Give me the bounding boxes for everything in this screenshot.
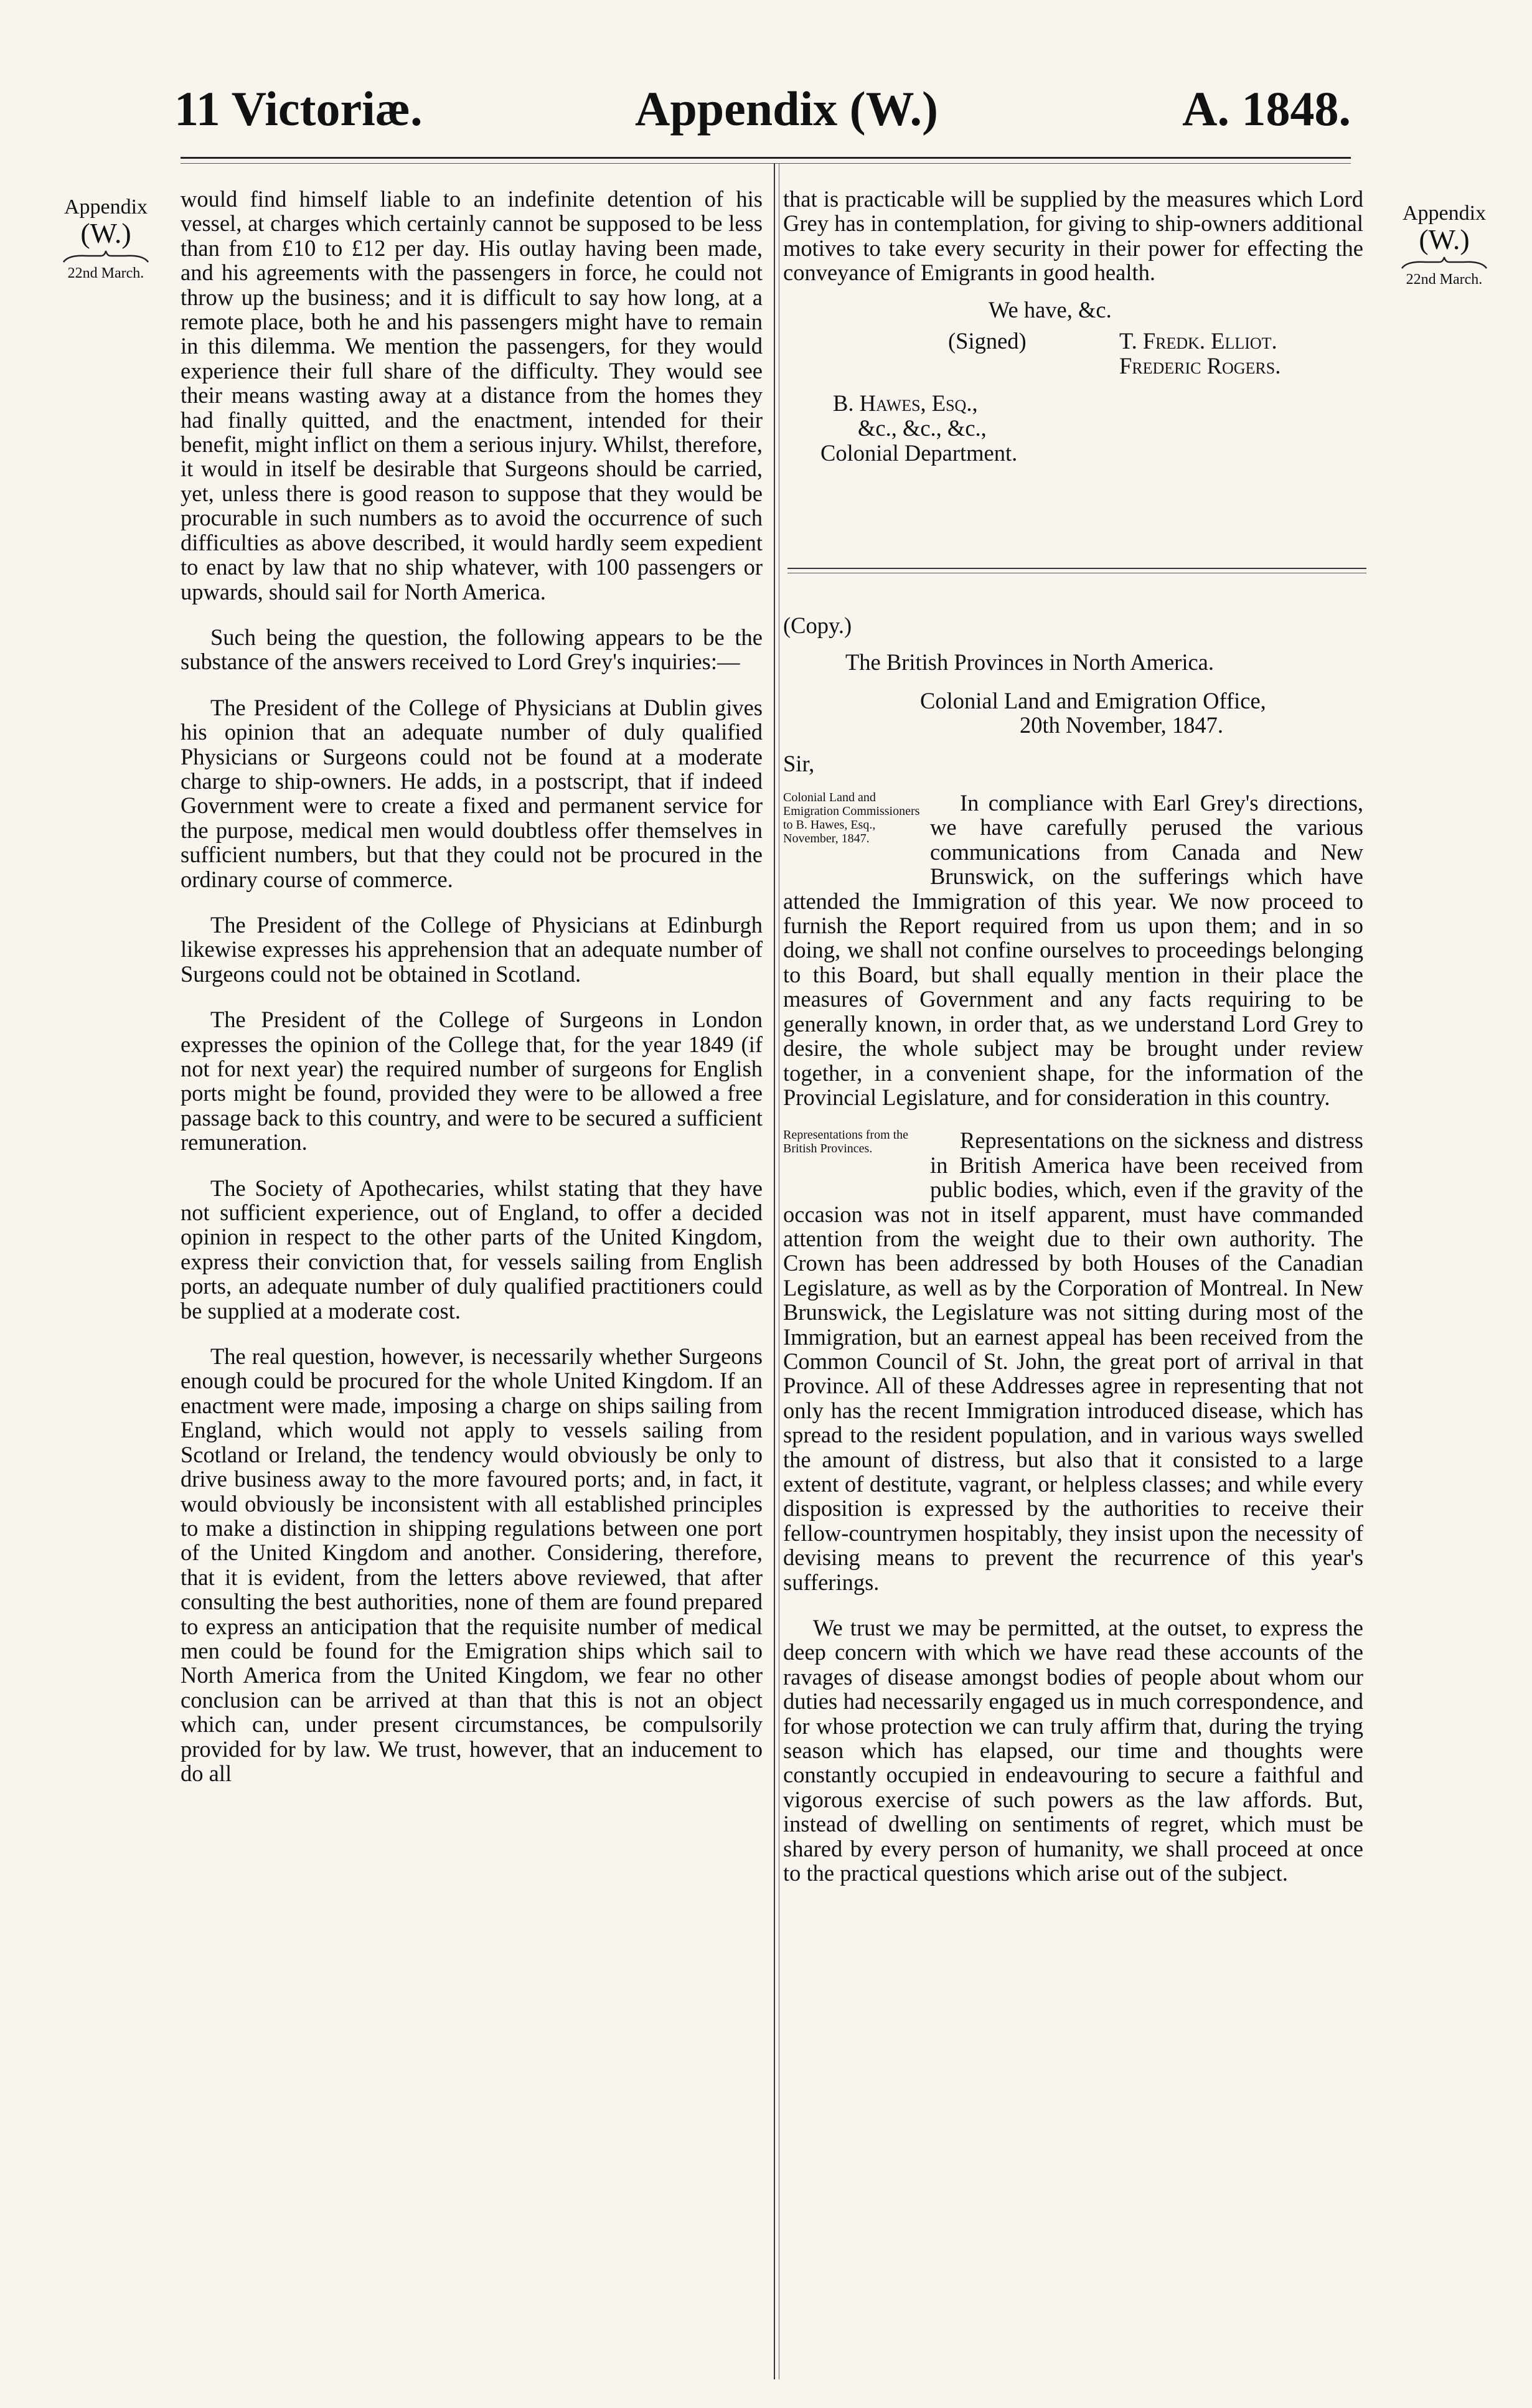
header-session: 11 Victoriæ.: [174, 82, 423, 136]
brace-icon: [62, 250, 149, 265]
signed-label: (Signed): [948, 327, 1027, 354]
letter-date: 20th November, 1847.: [1020, 712, 1223, 738]
section-rule: [787, 568, 1366, 569]
header-appendix: Appendix (W.): [635, 82, 938, 136]
paragraph: In compliance with Earl Grey's directions, we have carefully perused the various communications from Canada and New Brunswick, on the sufferings which have attended the Immigration of this year. We now proceed to furnish the Report required from us upon them; and in so doing, we shall not confine ourselves to proceedings belonging to this Board, but shall equally mention in their place the measures of Government and any facts requiring to be generally known, in order that, as we understand Lord Grey to desire, the whole subject may be brought under review together, in a convenient shape, for the information of the Provincial Legislature, and for consideration in this country.: [783, 790, 1363, 1110]
margin-appendix-letter: (W.): [1419, 223, 1470, 255]
paragraph: We trust we may be permitted, at the outset, to express the deep concern with which we have read these accounts of the ravages of disease amongst bodies of people about whom our duties had necessarily engaged us in much correspondence, and for whose protection we can truly affirm that, during the trying season which has elapsed, our time and thoughts were constantly occupied in endeavouring to secure a faithful and vigorous exercise of such powers as the law affords. But, instead of dwelling on sentiments of regret, which must be shared by every person of humanity, we shall proceed at once to the practical questions which arise out of the subject.: [783, 1615, 1363, 1886]
paragraph: The Society of Apothecaries, whilst stating that they have not sufficient experience, out of England, to offer a decided opinion in respect to the other parts of the United Kingdom, express their conviction that, for vessels sailing from English ports, an adequate number of duly qualified practitioners could be supplied at a moderate cost.: [181, 1175, 763, 1324]
paragraph: Representations on the sickness and distress in British America have been received from public bodies, which, even if the gravity of the occasion was not in itself apparent, must have commanded attention from the weight due to their own authority. The Crown has been addressed by both Houses of the Canadian Legislature, as well as by the Corporation of Montreal. In New Brunswick, the Legislature was not sitting during most of the Immigration, but an earnest appeal has been received from the Common Council of St. John, the great port of arrival in that Province. All of these Addresses agree in representing that not only has the recent Immigration introduced disease, which has spread to the resident population, and in various ways swelled the amount of distress, but also that it consisted to a large extent of destitute, vagrant, or helpless classes; and while every disposition is expressed by the authorities to receive their fellow-countrymen hospitably, they insist upon the necessity of devising means to prevent the recurrence of this year's sufferings.: [783, 1127, 1363, 1595]
paragraph: would find himself liable to an indefinite detention of his vessel, at charges which certainly cannot be supposed to be less than from £10 to £12 per day. His outlay having been made, and his agreements with the passengers in force, he could not throw up the business; and it is difficult to say how long, at a remote place, both he and his passengers might have to remain in this dilemma. We mention the passengers, for they would experience their full share of the difficulty. They would see their means wasting away at a distance from the homes they had finally quitted, and the enactment, intended for their benefit, might inflict on them a serious injury. Whilst, therefore, it would in itself be desirable that Surgeons should be carried, yet, unless there is good reason to suppose that they would be procurable in such numbers as to avoid the occurrence of such difficulties as above described, it would hardly seem expedient to enact by law that no ship whatever, with 100 passengers or upwards, should sail for North America.: [181, 186, 763, 604]
margin-date: 22nd March.: [1406, 271, 1483, 288]
right-column: [783, 187, 1363, 466]
paragraph: The President of the College of Physicians at Dublin gives his opinion that an adequate number of duly qualified Physicians or Surgeons could not be found at a moderate charge to ship-owners. He adds, in a postscript, that if indeed Government were to create a fixed and permanent service for the purpose, medical men would doubtless offer themselves in sufficient numbers, but that they could not be procured in the ordinary course of commerce.: [181, 694, 763, 892]
header-rule-thin: [181, 163, 1351, 164]
margin-appendix-letter: (W.): [80, 217, 131, 249]
side-note: Colonial Land and Emigration Commissioners to B. Hawes, Esq., November, 1847.: [783, 791, 920, 846]
margin-appendix-label: Appendix: [63, 195, 148, 219]
paragraph: The President of the College of Physicians at Edinburgh likewise expresses his apprehension that an adequate number of Surgeons could not be obtained in Scotland.: [181, 911, 763, 987]
copy-label: (Copy.): [783, 613, 852, 638]
letter-office: Colonial Land and Emigration Office,: [920, 687, 1266, 713]
right-column-letter: [783, 613, 1363, 1886]
margin-date: 22nd March.: [67, 265, 144, 281]
margin-note-right: [1376, 202, 1513, 288]
brace-icon: [1401, 256, 1488, 271]
closing: We have, &c.: [989, 296, 1112, 322]
addressee: B. Hawes, Esq.,: [833, 390, 978, 416]
signatory-1: T. Fredk. Elliot.: [1119, 327, 1277, 354]
letter-subject: The British Provinces in North America.: [845, 649, 1215, 675]
signature-block: [783, 298, 1363, 466]
paragraph: The real question, however, is necessarily whether Surgeons enough could be procured for the whole United Kingdom. If an enactment were made, imposing a charge on ships sailing from England, which would not apply to vessels sailing from Scotland or Ireland, the tendency would obviously be only to drive business away to the more favoured ports; and, in fact, it would obviously be inconsistent with all established principles to make a distinction in shipping regulations between one port of the United Kingdom and another. Considering, therefore, that it is evident, from the letters above reviewed, that after consulting the best authorities, none of them are found prepared to express an anticipation that the requisite number of medical men could be found for the Emigration ships which sail to North America from the United Kingdom, we fear no other conclusion can be arrived at than that this is not an object which can, under present circumstances, be compulsorily provided for by law. We trust, however, that an inducement to do all: [181, 1343, 763, 1786]
paragraph: The President of the College of Surgeons in London expresses the opinion of the College that, for the year 1849 (if not for next year) the required number of surgeons for English ports might be found, provided they were to be allowed a free passage back to this country, and were to be secured a sufficient remuneration.: [181, 1007, 763, 1155]
addressee-etc: &c., &c., &c.,: [858, 415, 987, 441]
header-year: A. 1848.: [1182, 82, 1351, 136]
signatory-2: Frederic Rogers.: [1119, 352, 1281, 379]
paragraph: that is practicable will be supplied by the measures which Lord Grey has in contemplation, for giving to ship-owners additional motives to take every security in their power for effecting the conveyance of Emigrants in good health.: [783, 186, 1363, 286]
salutation: Sir,: [783, 750, 815, 776]
left-column: [181, 187, 763, 1785]
margin-appendix-label: Appendix: [1402, 202, 1487, 225]
running-header: [168, 75, 1357, 143]
addressee-dept: Colonial Department.: [820, 440, 1018, 466]
paragraph: Such being the question, the following appears to be the substance of the answers received to Lord Grey's inquiries:—: [181, 624, 763, 675]
side-note: Representations from the British Provinces.: [783, 1128, 909, 1156]
margin-note-left: [44, 196, 168, 282]
header-rule: [181, 157, 1351, 159]
column-divider: [774, 163, 775, 2379]
